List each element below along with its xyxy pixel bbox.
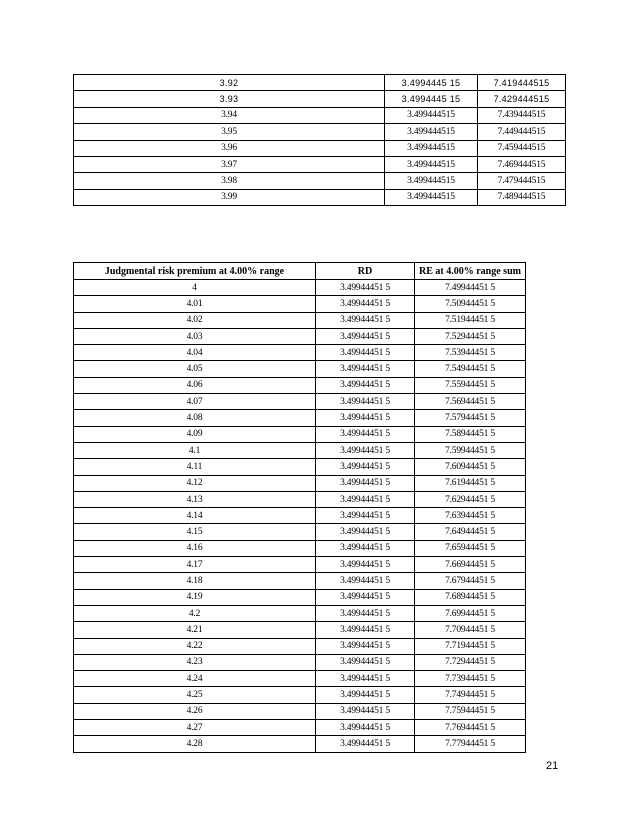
table-row (74, 622, 526, 638)
risk-premium-cell: 4.24 (74, 671, 316, 687)
risk-premium-cell: 4.16 (74, 540, 316, 556)
re-cell: 7.70944451 5 (415, 622, 526, 638)
rd-cell: 3.49944451 5 (316, 394, 415, 410)
risk-premium-cell: 4.23 (74, 654, 316, 670)
re-cell: 7.57944451 5 (415, 410, 526, 426)
risk-premium-cell: 4.25 (74, 687, 316, 703)
re-cell: 7.419444515 (478, 75, 566, 91)
re-cell: 7.67944451 5 (415, 573, 526, 589)
rd-cell: 3.49944451 5 (316, 361, 415, 377)
risk-premium-cell: 4.06 (74, 377, 316, 393)
re-cell: 7.479444515 (478, 173, 566, 189)
rd-cell: 3.49944451 5 (316, 345, 415, 361)
re-cell: 7.58944451 5 (415, 426, 526, 442)
re-cell: 7.51944451 5 (415, 312, 526, 328)
re-cell: 7.60944451 5 (415, 459, 526, 475)
risk-premium-cell: 4.12 (74, 475, 316, 491)
risk-premium-cell: 4.11 (74, 459, 316, 475)
risk-premium-cell: 4.22 (74, 638, 316, 654)
table-row (74, 524, 526, 540)
re-cell: 7.73944451 5 (415, 671, 526, 687)
risk-premium-cell: 4.01 (74, 296, 316, 312)
header-rd: RD (316, 263, 415, 280)
rd-cell: 3.49944451 5 (316, 622, 415, 638)
table-row (74, 75, 566, 91)
rd-cell: 3.49944451 5 (316, 540, 415, 556)
rd-cell: 3.4994445 15 (385, 91, 478, 107)
table-row (74, 491, 526, 507)
re-cell: 7.76944451 5 (415, 720, 526, 736)
risk-premium-cell: 4.09 (74, 426, 316, 442)
re-cell: 7.469444515 (478, 156, 566, 172)
table-row (74, 173, 566, 189)
rd-cell: 3.49944451 5 (316, 312, 415, 328)
page-number: 21 (546, 760, 559, 772)
risk-premium-cell: 3.93 (74, 91, 385, 107)
table-row (74, 426, 526, 442)
rd-cell: 3.49944451 5 (316, 687, 415, 703)
table-row (74, 140, 566, 156)
rd-cell: 3.49944451 5 (316, 426, 415, 442)
risk-premium-cell: 4.27 (74, 720, 316, 736)
table-row (74, 508, 526, 524)
table-row (74, 377, 526, 393)
re-cell: 7.77944451 5 (415, 736, 526, 752)
table-row (74, 296, 526, 312)
risk-premium-cell: 4.03 (74, 328, 316, 344)
risk-premium-cell: 3.97 (74, 156, 385, 172)
table-row (74, 91, 566, 107)
rd-cell: 3.49944451 5 (316, 459, 415, 475)
risk-premium-cell: 3.96 (74, 140, 385, 156)
rd-cell: 3.499444515 (385, 156, 478, 172)
re-cell: 7.72944451 5 (415, 654, 526, 670)
risk-premium-cell: 4.07 (74, 394, 316, 410)
re-cell: 7.56944451 5 (415, 394, 526, 410)
re-cell: 7.68944451 5 (415, 589, 526, 605)
re-cell: 7.66944451 5 (415, 557, 526, 573)
rd-cell: 3.49944451 5 (316, 524, 415, 540)
table-row (74, 671, 526, 687)
table-row (74, 410, 526, 426)
table-row (74, 328, 526, 344)
risk-premium-cell: 3.99 (74, 189, 385, 205)
table-row (74, 557, 526, 573)
table-row (74, 475, 526, 491)
rd-cell: 3.49944451 5 (316, 589, 415, 605)
table-body (74, 280, 526, 753)
re-cell: 7.74944451 5 (415, 687, 526, 703)
re-cell: 7.489444515 (478, 189, 566, 205)
table-row (74, 442, 526, 458)
rd-cell: 3.49944451 5 (316, 442, 415, 458)
risk-premium-cell: 4.15 (74, 524, 316, 540)
re-cell: 7.449444515 (478, 124, 566, 140)
rd-cell: 3.49944451 5 (316, 605, 415, 621)
rd-cell: 3.49944451 5 (316, 491, 415, 507)
rd-cell: 3.49944451 5 (316, 736, 415, 752)
re-cell: 7.55944451 5 (415, 377, 526, 393)
rd-cell: 3.49944451 5 (316, 638, 415, 654)
table-row (74, 687, 526, 703)
table-row (74, 720, 526, 736)
table-row (74, 654, 526, 670)
rd-cell: 3.499444515 (385, 173, 478, 189)
table-row (74, 459, 526, 475)
risk-premium-cell: 4.28 (74, 736, 316, 752)
risk-premium-cell: 4.2 (74, 605, 316, 621)
rd-cell: 3.49944451 5 (316, 377, 415, 393)
re-cell: 7.49944451 5 (415, 280, 526, 296)
re-cell: 7.61944451 5 (415, 475, 526, 491)
table-header-row (74, 263, 526, 280)
risk-premium-cell: 4.26 (74, 703, 316, 719)
header-judgmental-risk-premium: Judgmental risk premium at 4.00% range (74, 263, 316, 280)
rd-cell: 3.499444515 (385, 189, 478, 205)
rd-cell: 3.49944451 5 (316, 296, 415, 312)
risk-premium-cell: 4.17 (74, 557, 316, 573)
re-cell: 7.50944451 5 (415, 296, 526, 312)
table-row (74, 107, 566, 123)
risk-premium-cell: 4 (74, 280, 316, 296)
re-cell: 7.439444515 (478, 107, 566, 123)
re-cell: 7.69944451 5 (415, 605, 526, 621)
risk-premium-cell: 3.94 (74, 107, 385, 123)
table-row (74, 361, 526, 377)
rd-cell: 3.49944451 5 (316, 720, 415, 736)
rd-cell: 3.49944451 5 (316, 280, 415, 296)
table-row (74, 156, 566, 172)
risk-premium-cell: 4.04 (74, 345, 316, 361)
risk-premium-cell: 4.21 (74, 622, 316, 638)
rd-cell: 3.4994445 15 (385, 75, 478, 91)
table-row (74, 573, 526, 589)
table-row (74, 345, 526, 361)
re-cell: 7.62944451 5 (415, 491, 526, 507)
re-cell: 7.54944451 5 (415, 361, 526, 377)
rd-cell: 3.499444515 (385, 107, 478, 123)
rd-cell: 3.49944451 5 (316, 557, 415, 573)
risk-premium-cell: 4.19 (74, 589, 316, 605)
re-cell: 7.52944451 5 (415, 328, 526, 344)
risk-premium-cell: 4.18 (74, 573, 316, 589)
table-row (74, 189, 566, 205)
re-cell: 7.459444515 (478, 140, 566, 156)
risk-premium-cell: 4.1 (74, 442, 316, 458)
table-row (74, 589, 526, 605)
table-row (74, 312, 526, 328)
re-cell: 7.429444515 (478, 91, 566, 107)
table-row (74, 540, 526, 556)
re-cell: 7.75944451 5 (415, 703, 526, 719)
table-row (74, 605, 526, 621)
rd-cell: 3.499444515 (385, 140, 478, 156)
continued-risk-premium-table (73, 74, 566, 206)
risk-premium-cell: 4.13 (74, 491, 316, 507)
risk-premium-cell: 3.92 (74, 75, 385, 91)
rd-cell: 3.49944451 5 (316, 703, 415, 719)
re-cell: 7.53944451 5 (415, 345, 526, 361)
table-row (74, 124, 566, 140)
risk-premium-cell: 4.14 (74, 508, 316, 524)
header-re-range-sum: RE at 4.00% range sum (415, 263, 526, 280)
rd-cell: 3.49944451 5 (316, 671, 415, 687)
re-cell: 7.71944451 5 (415, 638, 526, 654)
rd-cell: 3.49944451 5 (316, 410, 415, 426)
risk-premium-cell: 4.02 (74, 312, 316, 328)
risk-premium-cell: 3.95 (74, 124, 385, 140)
rd-cell: 3.49944451 5 (316, 328, 415, 344)
re-cell: 7.63944451 5 (415, 508, 526, 524)
table-row (74, 638, 526, 654)
rd-cell: 3.49944451 5 (316, 475, 415, 491)
rd-cell: 3.499444515 (385, 124, 478, 140)
table-row (74, 280, 526, 296)
risk-premium-cell: 3.98 (74, 173, 385, 189)
risk-premium-cell: 4.05 (74, 361, 316, 377)
re-cell: 7.64944451 5 (415, 524, 526, 540)
risk-premium-4-percent-table (73, 262, 526, 753)
table-row (74, 703, 526, 719)
rd-cell: 3.49944451 5 (316, 508, 415, 524)
table-row (74, 394, 526, 410)
re-cell: 7.65944451 5 (415, 540, 526, 556)
rd-cell: 3.49944451 5 (316, 654, 415, 670)
rd-cell: 3.49944451 5 (316, 573, 415, 589)
table-row (74, 736, 526, 752)
re-cell: 7.59944451 5 (415, 442, 526, 458)
risk-premium-cell: 4.08 (74, 410, 316, 426)
